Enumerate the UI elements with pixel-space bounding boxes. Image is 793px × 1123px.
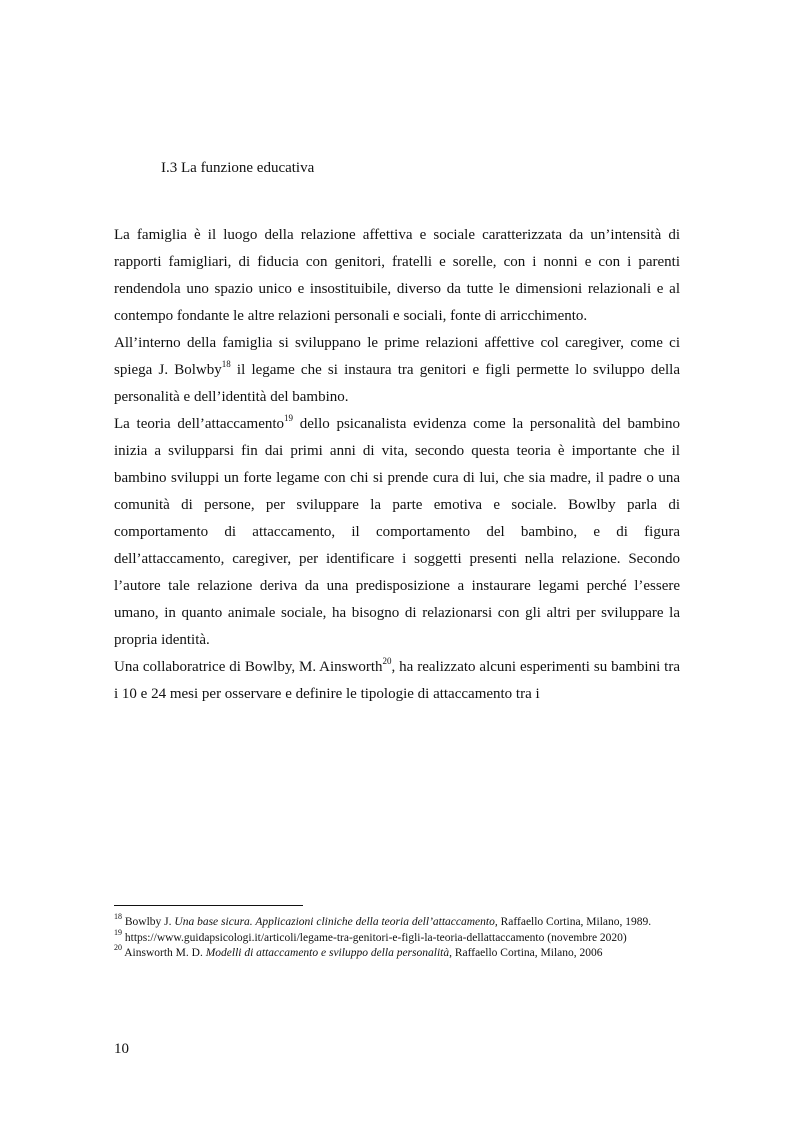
footnote-title: Una base sicura. Applicazioni cliniche della teoria dell’attaccamento <box>174 916 495 928</box>
page-number: 10 <box>114 1041 129 1057</box>
footnote-number: 18 <box>114 912 122 922</box>
footnote <box>114 927 680 947</box>
footnote <box>114 943 680 962</box>
paragraph-3 <box>114 411 680 654</box>
paragraph-4-text-b: , ha realizzato alcuni esperimenti su bambini tra i 10 e 24 mesi per osservare e definire le tipologie di attaccamento tra i <box>114 659 680 702</box>
footnote <box>114 912 680 931</box>
paragraph-1: La famiglia è il luogo della relazione affettiva e sociale caratterizzata da un’intensità di rapporti famigliari, di fiducia con genitori, fratelli e sorelle, con i nonni e con i parenti rendendola uno spazio unico e insostituibile, diverso da tutte le dimensioni relazionali e al contempo fondante le altre relazioni personali e sociali, fonte di arricchimento. <box>114 227 680 324</box>
paragraph-3-text-b: dello psicanalista evidenza come la personalità del bambino inizia a svilupparsi fin dai primi anni di vita, secondo questa teoria è importante che il bambino sviluppi un forte legame con chi si prende cura di lui, che sia madre, il padre o una comunità di persone, per sviluppare la parte emotiva e sociale. Bowlby parla di comportamento di attaccamento, il comportamento del bambino, e di figura dell’attaccamento, caregiver, per identificare i soggetti presenti nella relazione. Secondo l’autore tale relazione deriva da una predisposizione a instaurare legami perché l’essere umano, in quanto animale sociale, ha bisogno di relazionarsi con gli altri per sviluppare la propria identità. <box>114 416 680 648</box>
footnote-ref-18[interactable]: 18 <box>221 359 231 369</box>
footnote-text: Bowlby J. <box>122 916 175 928</box>
footnote-title: Modelli di attaccamento e sviluppo della personalità <box>205 947 450 959</box>
paragraph-2 <box>114 330 680 411</box>
footnote-text-end: , Raffaello Cortina, Milano, 1989. <box>494 916 652 928</box>
footnote-text-end: , Raffaello Cortina, Milano, 2006 <box>449 947 603 959</box>
footnote-ref-19[interactable]: 19 <box>284 413 294 423</box>
footnote-link[interactable]: https://www.guidapsicologi.it/articoli/legame-tra-genitori-e-figli-la-teoria-dellattaccamento (novembre 2020) <box>122 931 627 944</box>
section-heading: I.3 La funzione educativa <box>161 160 315 176</box>
footnote-number: 20 <box>114 943 122 953</box>
paragraph-4 <box>114 654 680 708</box>
footnote-divider <box>114 905 303 906</box>
footnote-number: 19 <box>114 927 122 937</box>
footnotes <box>114 912 680 962</box>
paragraph-4-text-a: Una collaboratrice di Bowlby, M. Ainsworth <box>114 659 383 675</box>
paragraph-3-text-a: La teoria dell’attaccamento <box>114 416 285 432</box>
footnote-text: Ainsworth M. D. <box>122 947 206 959</box>
footnote-ref-20[interactable]: 20 <box>382 656 392 666</box>
paragraph-2-text-b: il legame che si instaura tra genitori e figli permette lo sviluppo della personalità e dell’identità del bambino. <box>114 362 680 405</box>
paragraph-2-text-a: All’interno della famiglia si sviluppano le prime relazioni affettive col caregiver, come ci spiega J. Bolwby <box>114 335 680 378</box>
body-text <box>114 222 680 708</box>
